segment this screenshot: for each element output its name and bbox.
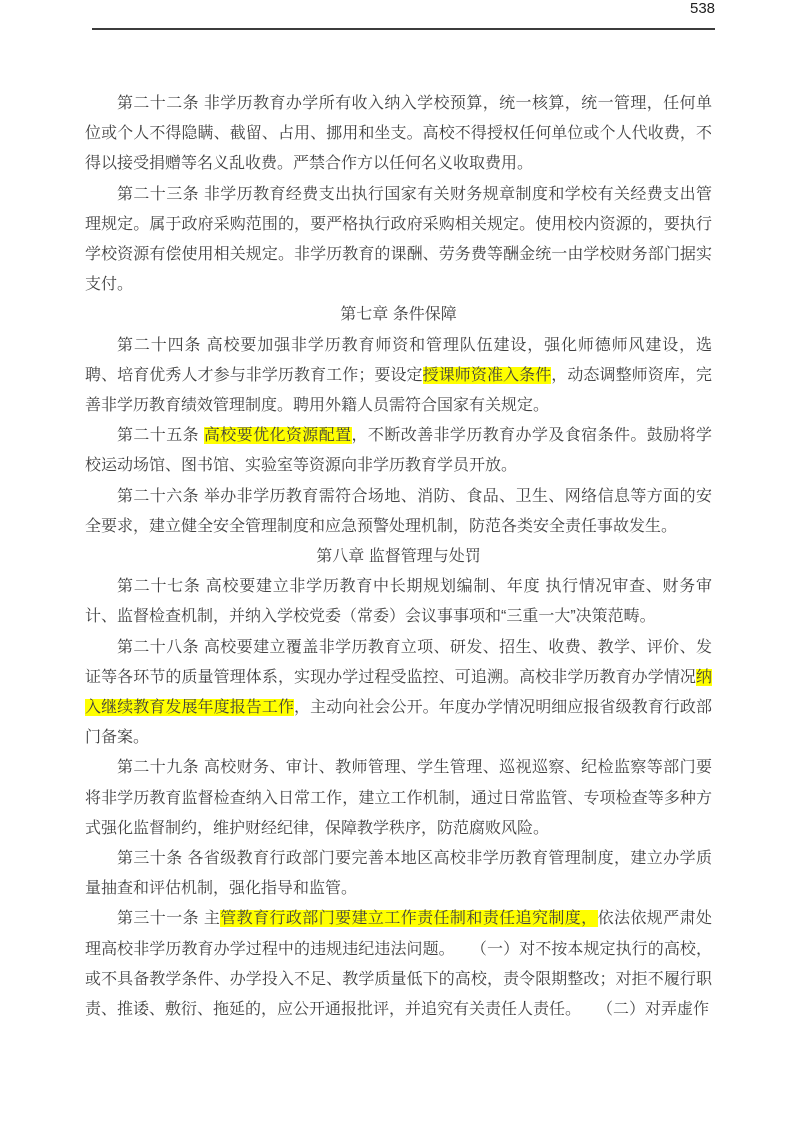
text-segment: 第二十七条 高校要建立非学历教育中长期规划编制、年度 执行情况审查、财务审计、监督检查机制，并纳入学校党委（常委）会议事事项和“三重一大”决策范畴。 [85,578,712,626]
article-paragraph [85,482,712,542]
chapter-heading: 第七章 条件保障 [340,306,457,324]
article-paragraph [85,572,712,632]
highlighted-text: 高校要优化资源配置 [203,427,352,445]
text-segment: 第二十二条 非学历教育办学所有收入纳入学校预算，统一核算，统一管理，任何单位或个人不得隐瞒、截留、占用、挪用和坐支。高校不得授权任何单位或个人代收费，不得以接受捐赠等名义乱收费。严禁合作方以任何名义收取费用。 [85,95,712,173]
text-segment: 第二十五条 [117,427,204,445]
document-content [85,89,712,1025]
text-segment: 第三十条 各省级教育行政部门要完善本地区高校非学历教育管理制度，建立办学质量抽查和评估机制，强化指导和监管。 [85,850,712,898]
text-segment: 第二十四条 高校要加强非学历教育师资和管理队伍建设，强化师德师风建设，选聘、培育优秀人才参与非学历教育工作；要设定 [85,336,712,384]
highlighted-text: 授课师资准入条件 [422,366,552,384]
chapter-heading: 第八章 监督管理与处罚 [316,548,481,566]
article-paragraph [85,421,712,481]
text-segment: 第二十三条 非学历教育经费支出执行国家有关财务规章制度和学校有关经费支出管理规定。属于政府采购范围的，要严格执行政府采购相关规定。使用校内资源的，要执行学校资源有偿使用相关规定。非学历教育的课酬、劳务费等酬金统一由学校财务部门据实支付。 [85,185,712,294]
text-segment: ，主动向社会公开。年度办学情况明细应报省级教育行政部门备案。 [85,699,712,747]
text-segment: 第二十八条 高校要建立覆盖非学历教育立项、研发、招生、收费、教学、评价、发证等各环节的质量管理体系，实现办学过程受监控、可追溯。高校非学历教育办学情况 [85,638,712,686]
highlighted-text: 纳入继续教育发展年度报告工作 [85,668,712,717]
article-paragraph [85,633,712,754]
article-paragraph [85,844,712,904]
text-segment: 第三十一条 主 [117,910,221,928]
article-paragraph [85,904,712,1025]
highlighted-text: 管教育行政部门要建立工作责任制和责任追究制度， [220,910,598,928]
text-segment: 依法依规严肃处理高校非学历教育办学过程中的违规违纪违法问题。 （一）对不按本规定执行的高校，或不具备教学条件、办学投入不足、教学质量低下的高校，责令限期整改；对拒不履行职责、推诿、敷衍、拖延的，应公开通报批评，并追究有关责任人责任。 （二）对弄虚作 [85,910,712,1019]
article-paragraph [85,180,712,301]
text-segment: ，不断改善非学历教育办学及食宿条件。鼓励将学校运动场馆、图书馆、实验室等资源向非学历教育学员开放。 [85,427,712,475]
text-segment: ，动态调整师资库，完善非学历教育绩效管理制度。聘用外籍人员需符合国家有关规定。 [85,366,712,415]
article-paragraph [85,753,712,844]
header-rule [92,28,715,30]
article-paragraph [85,89,712,180]
text-segment: 第二十六条 举办非学历教育需符合场地、消防、食品、卫生、网络信息等方面的安全要求，建立健全安全管理制度和应急预警处理机制，防范各类安全责任事故发生。 [85,487,712,535]
text-segment: 第二十九条 高校财务、审计、教师管理、学生管理、巡视巡察、纪检监察等部门要将非学历教育监督检查纳入日常工作，建立工作机制，通过日常监管、专项检查等多种方式强化监督制约，维护财经纪律，保障教学秩序，防范腐败风险。 [85,759,712,837]
page-number: 538 [690,0,716,17]
article-paragraph [85,331,712,422]
